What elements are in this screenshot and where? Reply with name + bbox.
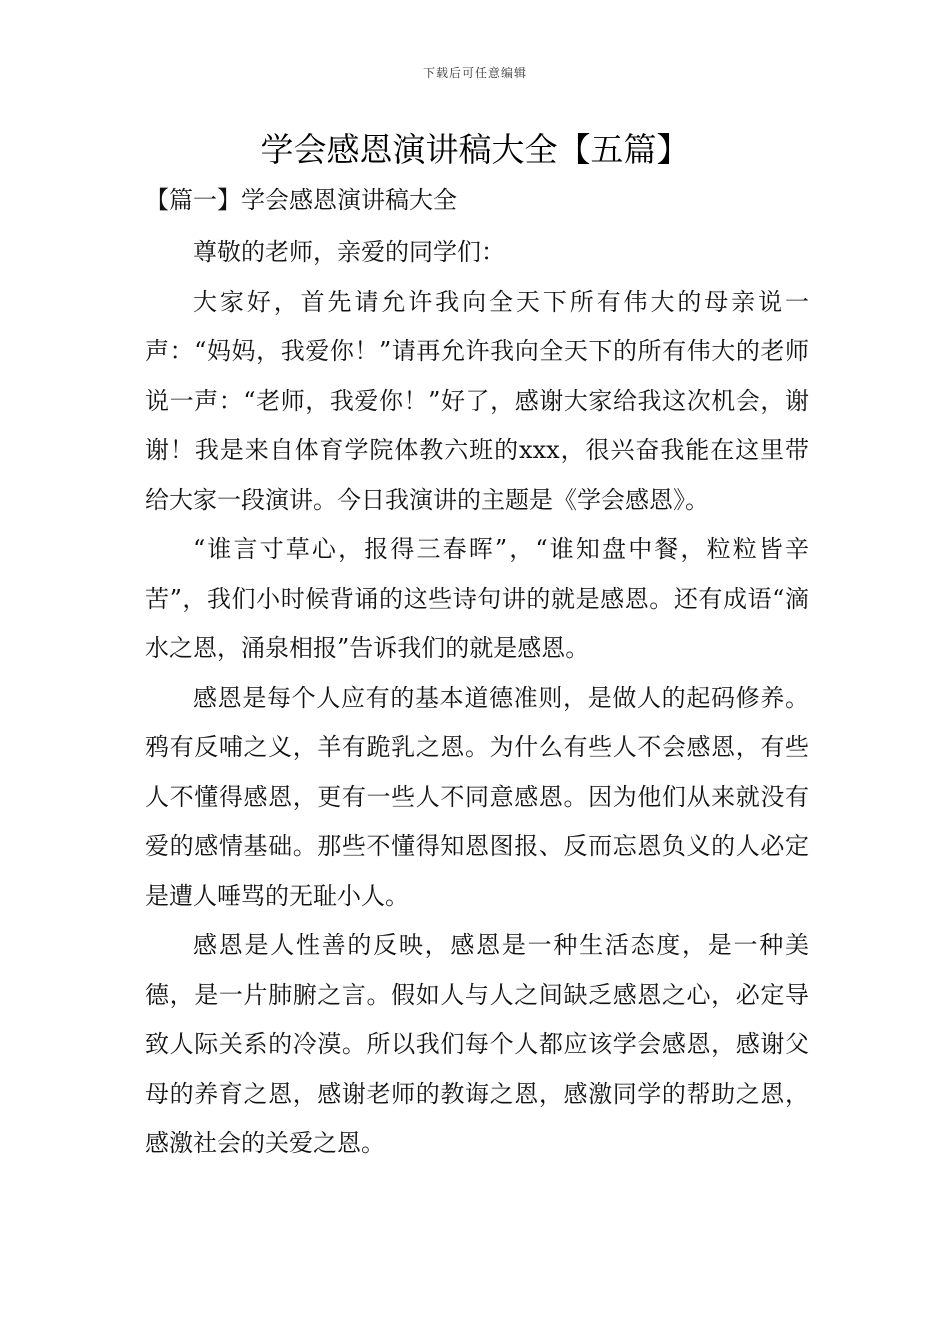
header-note: 下载后可任意编辑 xyxy=(422,66,527,80)
document-body xyxy=(145,228,809,1169)
paragraph: “谁言寸草心，报得三春晖”，“谁知盘中餐，粒粒皆辛苦”，我们小时候背诵的这些诗句讲的就是感恩。还有成语“滴水之恩，涌泉相报”告诉我们的就是感恩。 xyxy=(145,535,809,662)
paragraph-greeting: 尊敬的老师，亲爱的同学们： xyxy=(193,238,505,266)
paragraph: 大家好，首先请允许我向全天下所有伟大的母亲说一声：“妈妈，我爱你！”请再允许我向全天下的所有伟大的老师说一声：“老师，我爱你！”好了，感谢大家给我这次机会，谢谢！我是来自体育学院体教六班的xxx，很兴奋我能在这里带给大家一段演讲。今日我演讲的主题是《学会感恩》。 xyxy=(145,287,809,514)
paragraph: 感恩是每个人应有的基本道德准则，是做人的起码修养。鸦有反哺之义，羊有跪乳之恩。为什么有些人不会感恩，有些人不懂得感恩，更有一些人不同意感恩。因为他们从来就没有爱的感情基础。那些不懂得知恩图报、反而忘恩负义的人必定是遭人唾骂的无耻小人。 xyxy=(145,683,809,910)
section-heading: 【篇一】学会感恩演讲稿大全 xyxy=(145,186,457,214)
paragraph: 感恩是人性善的反映，感恩是一种生活态度，是一种美德，是一片肺腑之言。假如人与人之间缺乏感恩之心，必定导致人际关系的冷漠。所以我们每个人都应该学会感恩，感谢父母的养育之恩，感谢老师的教诲之恩，感激同学的帮助之恩，感激社会的关爱之恩。 xyxy=(145,931,809,1157)
document-title: 学会感恩演讲稿大全【五篇】 xyxy=(260,130,690,169)
